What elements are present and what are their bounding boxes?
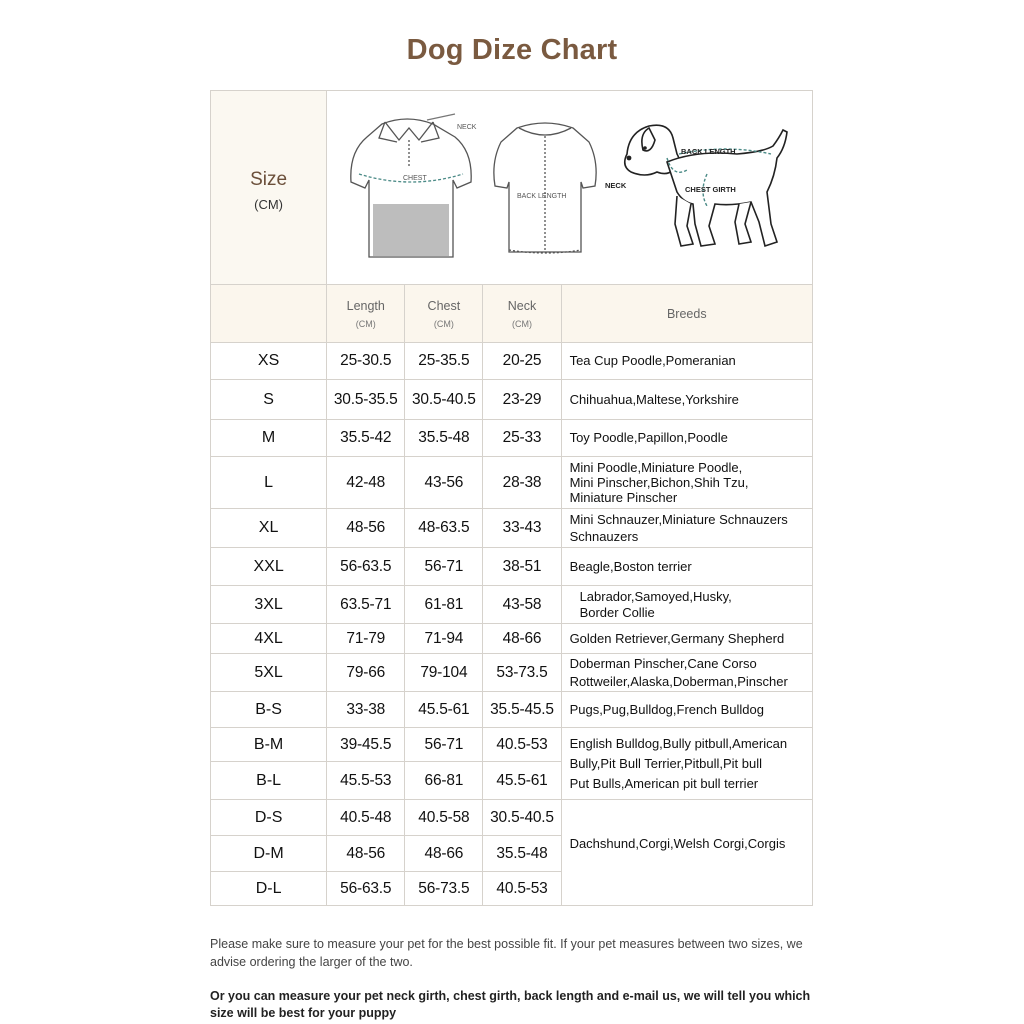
- chest-cell: 79-104: [405, 654, 483, 692]
- dog-neck-label: NECK: [605, 180, 627, 190]
- measurement-diagram: [327, 92, 812, 284]
- chest-cell: 43-56: [405, 457, 483, 509]
- table-row: [211, 728, 813, 762]
- breeds-col-header: Breeds: [561, 285, 812, 343]
- size-cell: L: [211, 457, 327, 509]
- shirt-back-length-label: BACK LENGTH: [517, 192, 567, 200]
- breeds-cell: Dachshund,Corgi,Welsh Corgi,Corgis: [561, 800, 812, 906]
- length-col-header: Length (CM): [327, 285, 405, 343]
- size-cell: XS: [211, 343, 327, 380]
- table-row: [211, 800, 813, 836]
- breeds-cell: [561, 654, 812, 692]
- breeds-cell: [561, 728, 812, 800]
- chest-cell: 56-71: [405, 728, 483, 762]
- breeds-cell: [561, 509, 812, 548]
- breeds-cell: Tea Cup Poodle,Pomeranian: [561, 343, 812, 380]
- diagram-row: [211, 91, 813, 285]
- dog-chest-girth-label: CHEST GIRTH: [685, 184, 737, 194]
- length-cell: 56-63.5: [327, 872, 405, 906]
- breed-line: English Bulldog,Bully pitbull,American: [569, 735, 788, 751]
- neck-col-header: Neck (CM): [483, 285, 561, 343]
- breed-line: Doberman Pinscher,Cane Corso: [569, 655, 757, 671]
- chest-cell: 61-81: [405, 586, 483, 624]
- chest-cell: 25-35.5: [405, 343, 483, 380]
- size-cell: B-S: [211, 692, 327, 728]
- breed-line: Rottweiler,Alaska,Doberman,Pinscher: [569, 673, 788, 689]
- breed-line: Labrador,Samoyed,Husky,: [579, 588, 732, 604]
- neck-cell: 40.5-53: [483, 728, 561, 762]
- length-cell: 56-63.5: [327, 548, 405, 586]
- size-cell: XL: [211, 509, 327, 548]
- breeds-cell: Chihuahua,Maltese,Yorkshire: [561, 380, 812, 420]
- breed-line: Mini Poodle,Miniature Poodle,: [569, 460, 743, 475]
- chest-cell: 56-71: [405, 548, 483, 586]
- length-cell: 33-38: [327, 692, 405, 728]
- size-header-cell: [211, 91, 327, 285]
- measurement-diagram-cell: [327, 91, 813, 285]
- size-cell: D-M: [211, 836, 327, 872]
- table-row: [211, 457, 813, 509]
- size-cell: 3XL: [211, 586, 327, 624]
- chest-cell: 40.5-58: [405, 800, 483, 836]
- length-cell: 71-79: [327, 624, 405, 654]
- breed-line: Mini Schnauzer,Miniature Schnauzers: [569, 512, 788, 527]
- breed-line: Put Bulls,American pit bull terrier: [569, 775, 759, 791]
- length-cell: 48-56: [327, 509, 405, 548]
- chest-cell: 66-81: [405, 762, 483, 800]
- size-header-unit: (CM): [254, 197, 284, 212]
- breeds-cell: Beagle,Boston terrier: [561, 548, 812, 586]
- size-cell: D-S: [211, 800, 327, 836]
- length-cell: 45.5-53: [327, 762, 405, 800]
- table-row: [211, 380, 813, 420]
- size-col-header: [211, 285, 327, 343]
- neck-cell: 35.5-45.5: [483, 692, 561, 728]
- length-cell: 35.5-42: [327, 420, 405, 457]
- breeds-cell: [561, 586, 812, 624]
- length-cell: 48-56: [327, 836, 405, 872]
- size-chart-table: [210, 90, 813, 906]
- chest-cell: 71-94: [405, 624, 483, 654]
- email-note: Or you can measure your pet neck girth, chest girth, back length and e-mail us, we will tell you which size will be best for your puppy: [210, 989, 811, 1020]
- breeds-cell: Pugs,Pug,Bulldog,French Bulldog: [561, 692, 812, 728]
- breed-line: Bully,Pit Bull Terrier,Pitbull,Pit bull: [569, 755, 762, 771]
- neck-cell: 33-43: [483, 509, 561, 548]
- neck-cell: 53-73.5: [483, 654, 561, 692]
- length-cell: 25-30.5: [327, 343, 405, 380]
- breeds-cell: Toy Poodle,Papillon,Poodle: [561, 420, 812, 457]
- neck-cell: 35.5-48: [483, 836, 561, 872]
- length-cell: 39-45.5: [327, 728, 405, 762]
- shirt-front-chest-label: CHEST: [403, 174, 427, 182]
- length-cell: 63.5-71: [327, 586, 405, 624]
- length-cell: 42-48: [327, 457, 405, 509]
- breed-line: Border Collie: [579, 604, 655, 620]
- table-row: [211, 343, 813, 380]
- dog-back-length-label: BACK LENGTH: [681, 146, 736, 156]
- shirt-back-illustration: [494, 123, 596, 253]
- chest-cell: 35.5-48: [405, 420, 483, 457]
- chest-cell: 48-66: [405, 836, 483, 872]
- neck-cell: 43-58: [483, 586, 561, 624]
- size-cell: M: [211, 420, 327, 457]
- shirt-front-illustration: [351, 114, 471, 257]
- size-cell: XXL: [211, 548, 327, 586]
- table-row: [211, 692, 813, 728]
- size-cell: S: [211, 380, 327, 420]
- neck-cell: 23-29: [483, 380, 561, 420]
- breeds-cell: Golden Retriever,Germany Shepherd: [561, 624, 812, 654]
- breed-line: Mini Pinscher,Bichon,Shih Tzu,: [569, 475, 749, 490]
- table-row: [211, 624, 813, 654]
- table-row: [211, 548, 813, 586]
- neck-cell: 28-38: [483, 457, 561, 509]
- size-cell: D-L: [211, 872, 327, 906]
- neck-cell: 48-66: [483, 624, 561, 654]
- page-title: Dog Dize Chart: [406, 34, 618, 66]
- breed-line: Miniature Pinscher: [569, 490, 678, 505]
- neck-cell: 45.5-61: [483, 762, 561, 800]
- chest-cell: 56-73.5: [405, 872, 483, 906]
- table-row: [211, 509, 813, 548]
- size-cell: B-M: [211, 728, 327, 762]
- chest-cell: 30.5-40.5: [405, 380, 483, 420]
- size-cell: 5XL: [211, 654, 327, 692]
- neck-cell: 30.5-40.5: [483, 800, 561, 836]
- fit-note: Please make sure to measure your pet for the best possible fit. If your pet measures between two sizes, we advise ordering the larger of the two.: [210, 937, 803, 969]
- size-header-label: Size: [250, 169, 288, 190]
- length-cell: 30.5-35.5: [327, 380, 405, 420]
- chest-cell: 45.5-61: [405, 692, 483, 728]
- chest-cell: 48-63.5: [405, 509, 483, 548]
- size-cell: B-L: [211, 762, 327, 800]
- table-row: [211, 586, 813, 624]
- length-cell: 40.5-48: [327, 800, 405, 836]
- chest-col-header: Chest (CM): [405, 285, 483, 343]
- shirt-front-neck-label: NECK: [457, 123, 477, 131]
- length-cell: 79-66: [327, 654, 405, 692]
- breed-line: Schnauzers: [569, 529, 639, 544]
- column-header-row: [211, 285, 813, 343]
- breeds-cell: [561, 457, 812, 509]
- neck-cell: 25-33: [483, 420, 561, 457]
- neck-cell: 20-25: [483, 343, 561, 380]
- size-cell: 4XL: [211, 624, 327, 654]
- table-row: [211, 420, 813, 457]
- table-row: [211, 654, 813, 692]
- neck-cell: 40.5-53: [483, 872, 561, 906]
- neck-cell: 38-51: [483, 548, 561, 586]
